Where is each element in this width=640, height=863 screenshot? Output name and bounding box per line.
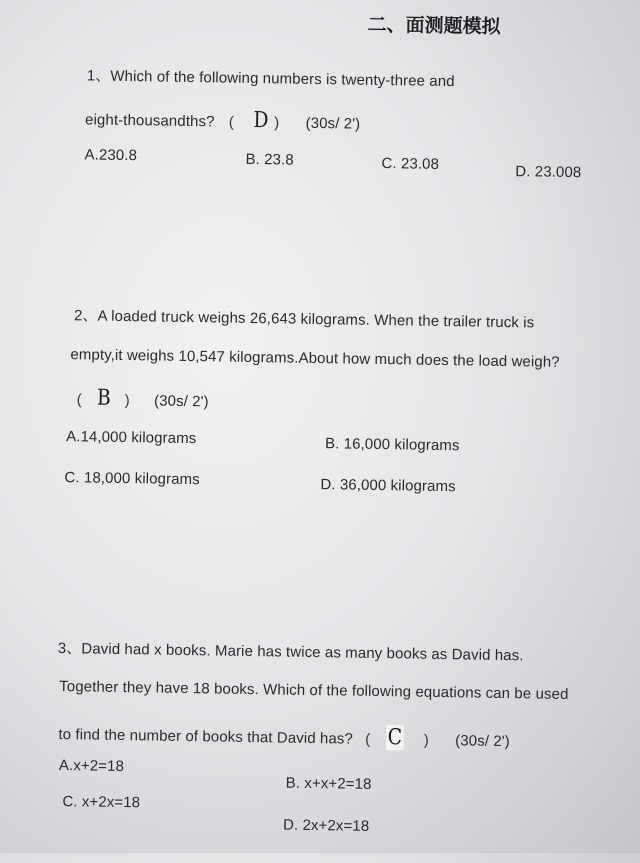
question-2-handwritten-answer: B: [97, 385, 112, 411]
question-2-line-2: empty,it weighs 10,547 kilograms.About how much does the load weigh?: [70, 346, 560, 371]
answer-paren-open: (: [365, 730, 371, 748]
question-1-option-b: B. 23.8: [245, 150, 294, 169]
question-3-option-b: B. x+x+2=18: [285, 774, 372, 793]
question-1-line-1: [87, 64, 455, 91]
question-2-number: 2、: [73, 307, 98, 325]
question-3-meta: (30s/ 2'): [455, 732, 510, 751]
question-3-handwritten-answer: C: [387, 725, 403, 751]
question-1-line-2: [85, 105, 360, 134]
question-2-option-a: A.14,000 kilograms: [66, 428, 197, 448]
answer-paren-close: ): [274, 114, 280, 132]
question-1-option-c: C. 23.08: [381, 155, 440, 173]
question-3-text-3: to find the number of books that David has?: [58, 726, 354, 748]
question-3-line-2: Together they have 18 books. Which of the following equations can be used: [59, 678, 569, 704]
answer-paren-open: (: [228, 113, 235, 131]
question-1-option-d: D. 23.008: [515, 163, 582, 182]
question-3-text-1: David had x books. Marie has twice as many books as David has.: [81, 640, 524, 665]
question-3-number: 3、: [57, 639, 82, 658]
question-2-line-1: [74, 304, 535, 332]
question-1-meta: (30s/ 2'): [305, 114, 361, 133]
question-1-number: 1、: [86, 67, 111, 85]
question-2-option-d: D. 36,000 kilograms: [320, 476, 456, 496]
answer-paren-close: ): [423, 731, 430, 749]
question-2-option-b: B. 16,000 kilograms: [324, 435, 460, 455]
question-3-option-d: D. 2x+2x=18: [282, 816, 370, 835]
answer-paren-close: ): [124, 392, 130, 410]
question-1-text-2: eight-thousandths?: [84, 111, 215, 131]
question-2-answer-line: [77, 385, 209, 412]
question-2-text-1: A loaded truck weighs 26,643 kilograms. When the trailer truck is: [97, 307, 535, 332]
question-1-option-a: A.230.8: [84, 146, 138, 165]
section-title: 二、面测题模拟: [367, 13, 501, 38]
question-1-text-1: Which of the following numbers is twenty-three and: [110, 67, 455, 91]
question-3-option-a: A.x+2=18: [58, 757, 125, 776]
question-3-option-c: C. x+2x=18: [62, 793, 141, 812]
question-2-option-c: C. 18,000 kilograms: [64, 469, 200, 489]
answer-paren-open: (: [76, 391, 82, 409]
question-2-meta: (30s/ 2'): [153, 392, 209, 411]
question-3-line-3: [58, 720, 510, 752]
question-3-line-1: [58, 637, 524, 665]
question-1-handwritten-answer: D: [253, 107, 269, 134]
